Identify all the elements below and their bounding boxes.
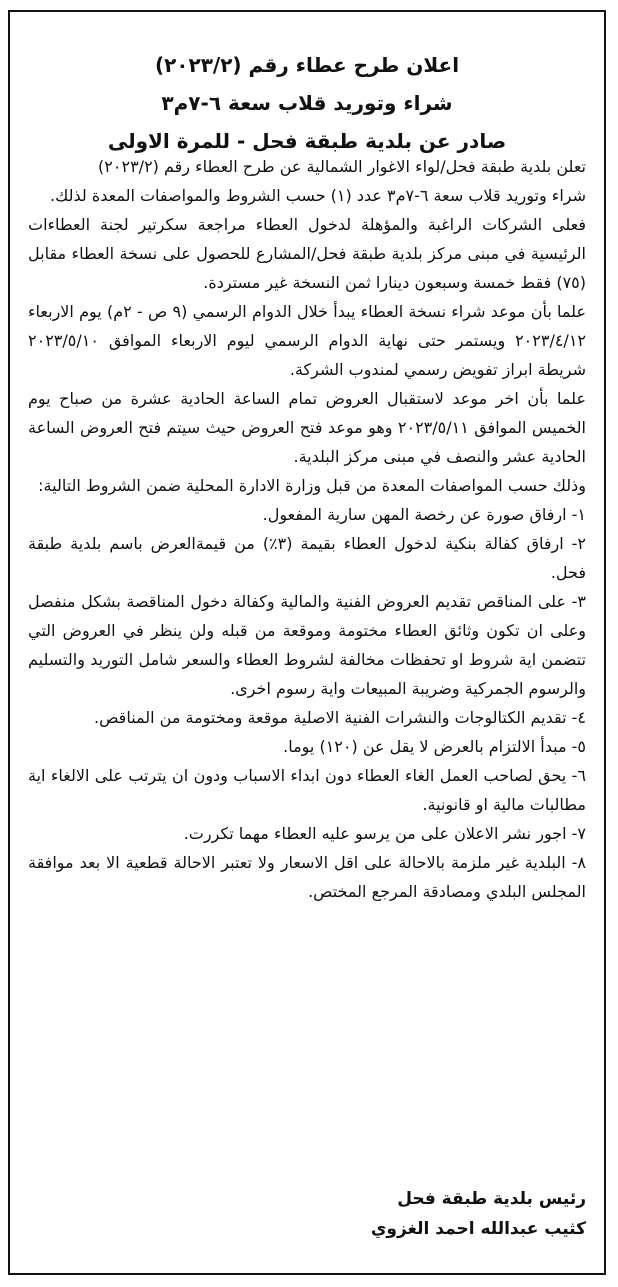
tender-title: اعلان طرح عطاء رقم (٢٠٢٣/٢) xyxy=(154,53,460,77)
tender-subject: شراء وتوريد قلاب سعة ٦-٧م٣ xyxy=(161,91,453,115)
condition-2: ٢- ارفاق كفالة بنكية لدخول العطاء بقيمة (٣٪) من قيمةالعرض باسم بلدية طبقة فحل. xyxy=(28,534,587,582)
signatory-name: كثيب عبدالله احمد الغزوي xyxy=(370,1219,586,1239)
announcement-header xyxy=(10,46,604,160)
condition-3: ٣- على المناقص تقديم العروض الفنية والمالية وكفالة دخول المناقصة بشكل منفصل وعلى ان تكون وثائق العطاء مختومة وموقعة من قبله ولن ينظر في العروض التي تتضمن اية شروط او تحفظات مخالفة لشروط العطاء والسعر شامل التوريد والتسليم والرسوم الجمركية وضريبة المبيعات واية رسوم اخرى. xyxy=(28,592,586,698)
paragraph-intro: تعلن بلدية طبقة فحل/لواء الاغوار الشمالية عن طرح العطاء رقم (٢٠٢٣/٢) xyxy=(98,157,586,176)
announcement-body xyxy=(28,152,586,906)
condition-4: ٤- تقديم الكتالوجات والنشرات الفنية الاصلية موقعة ومختومة من المناقص. xyxy=(93,708,586,727)
condition-6: ٦- يحق لصاحب العمل الغاء العطاء دون ابداء الاسباب ودون ان يترتب على الالغاء اية مطالبات مالية او قانونية. xyxy=(28,766,586,814)
paragraph-submission-deadline: علما بأن اخر موعد لاستقبال العروض تمام الساعة الحادية عشرة من صباح يوم الخميس الموافق ٢٠٢٣/٥/١١ وهو موعد فتح العروض حيث سيتم فتح العروض الساعة الحادية عشر والنصف في مبنى مركز البلدية. xyxy=(28,389,586,466)
paragraph-companies: فعلى الشركات الراغبة والمؤهلة لدخول العطاء مراجعة سكرتير لجنة العطاءات الرئيسية في مبنى مركز بلدية طبقة فحل/المشارع للحصول على نسخة العطاء مقابل (٧٥) فقط خمسة وسبعون دينارا ثمن النسخة غير مستردة. xyxy=(28,215,586,292)
tender-issuer: صادر عن بلدية طبقة فحل - للمرة الاولى xyxy=(107,129,507,153)
condition-7: ٧- اجور نشر الاعلان على من يرسو عليه العطاء مهما تكررت. xyxy=(183,824,586,843)
signatory-title: رئيس بلدية طبقة فحل xyxy=(397,1189,586,1209)
paragraph-purchase-dates: علما بأن موعد شراء نسخة العطاء يبدأ خلال الدوام الرسمي (٩ ص - ٢م) يوم الاربعاء ٢٠٢٣/٤/١٢ ويستمر حتى نهاية الدوام الرسمي ليوم الاربعاء الموافق ٢٠٢٣/٥/١٠ شريطة ابراز تفويض رسمي لمندوب الشركة. xyxy=(28,302,587,379)
signature-block xyxy=(371,1184,586,1244)
condition-8: ٨- البلدية غير ملزمة بالاحالة على اقل الاسعار ولا تعتبر الاحالة قطعية الا بعد موافقة المجلس البلدي ومصادقة المرجع المختص. xyxy=(28,853,586,901)
paragraph-conditions-intro: وذلك حسب المواصفات المعدة من قبل وزارة الادارة المحلية ضمن الشروط التالية: xyxy=(38,476,586,495)
paragraph-subject: شراء وتوريد قلاب سعة ٦-٧م٣ عدد (١) حسب الشروط والمواصفات المعدة لذلك. xyxy=(50,186,586,205)
condition-1: ١- ارفاق صورة عن رخصة المهن سارية المفعول. xyxy=(262,505,586,524)
condition-5: ٥- مبدأ الالتزام بالعرض لا يقل عن (١٢٠) يوما. xyxy=(283,737,586,756)
announcement-frame xyxy=(8,10,606,1275)
